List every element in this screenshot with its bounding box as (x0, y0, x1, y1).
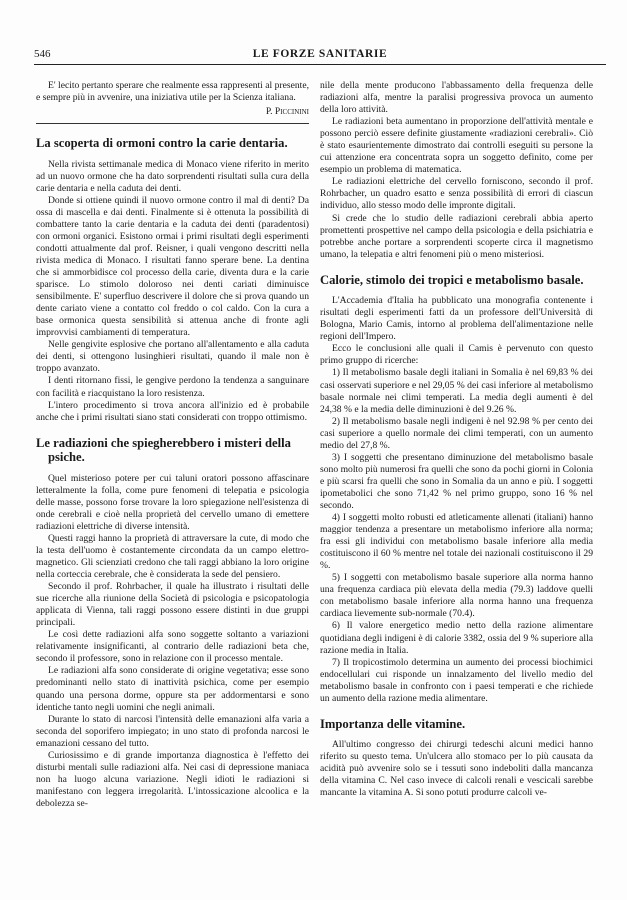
conclusion-item: 5) I soggetti con metabolismo basale superiore alla norma hanno una frequenza cardiaca più elevata della media (79.3) laddove quelli con metabolismo basale inferiore alla norma hanno una frequenza cardiaca lievemente sub-normale (70.4). (320, 572, 593, 620)
conclusion-item: 3) I soggetti che presentano diminuzione del metabolismo basale sono molto più numerosi fra quelli che sono da pochi giorni in Colonia e più scarsi fra quelli che sono in Somalia da un anno e più. I soggetti ipometabolici che sono 71,42 % nel primo gruppo, sono 16 % nel secondo. (320, 451, 593, 511)
section-title-ormoni: La scoperta di ormoni contro la carie dentaria. (36, 136, 288, 151)
conclusion-item: 4) I soggetti molto robusti ed atleticamente allenati (italiani) hanno maggior tendenza a presentare un metabolismo inferiore alla norma; fra essi gli individui con metabolismo basale inferiore alla media costituiscono il 60 % mentre nel totale dei nazionali costituiscono il 29 %. (320, 512, 593, 572)
conclusion-item: 2) Il metabolismo basale negli indigeni è nel 92.98 % per cento dei casi superiore a quello normale dei climi temperati, con un aumento medio del 27,8 %. (320, 415, 593, 451)
intro-paragraph: E' lecito pertanto sperare che realmente essa rappresenti al presente, e sempre più in avvenire, una iniziativa utile per la Scienza italiana. (36, 80, 309, 104)
paragraph: L'intero procedimento si trova ancora all'inizio ed è probabile anche che i primi risultati siano stati considerati con troppo ottimismo. (36, 399, 309, 423)
paragraph: Nelle gengivite esplosive che portano all'allentamento e alla caduta dei denti, si ottengono lusinghieri risultati, quando il male non è troppo avanzato. (36, 339, 309, 375)
right-column (320, 80, 593, 800)
section-title-calorie: Calorie, stimolo dei tropici e metabolismo basale. (320, 272, 584, 287)
paragraph: Donde si ottiene quindi il nuovo ormone contro il mal di denti? Da ossa di mascella e dai denti. Finalmente si è ottenuta la possibilità di combattere tanto la carie dentaria e la caduta dei denti (paradentosi) con ormoni organici. Esistono ormai i primi risultati degli esperimenti condotti attualmente dal prof. Reisner, i quali vengono descritti nella rivista medica di Monaco. I risultati fanno sperare bene. La dentina che si ammorbidisce col processo della carie, diventa dura e la carie sparisce. Lo stimolo doloroso nei denti cariati diminuisce sensibilmente. E' superfluo descrivere il dolore che si prova quando un dente cariato viene a contatto col freddo o col caldo. Con la cura a base ormonica questa sensibilità si attenua anche di fronte agli improvvisi cambiamenti di temperatura. (36, 194, 309, 339)
paragraph: Nella rivista settimanale medica di Monaco viene riferito in merito ad un nuovo ormone che ha dato sorprendenti risultati sulla cura della carie dentaria e nella caduta dei denti. (36, 158, 309, 194)
paragraph: Quel misterioso potere per cui taluni oratori possono affascinare letteralmente la folla, come pure fenomeni di telepatia e psicologia delle masse, possono forse trovare la loro spiegazione nell'esistenza di onde cerebrali e cioè nella proprietà del cervello umano di emettere radiazioni elettriche di diverse intensità. (36, 472, 309, 532)
running-header (34, 48, 606, 65)
paragraph: Le radiazioni alfa sono considerate di origine vegetativa; esse sono predominanti nello stato di inattività psichica, come per esempio quando una persona dorme, oppure sta per addormentarsi e sono identiche tanto negli uomini che negli animali. (36, 665, 309, 713)
author-signature: P. Piccinini (265, 106, 309, 118)
paragraph: Le così dette radiazioni alfa sono soggette soltanto a variazioni relativamente insignificanti, al contrario delle radiazioni beta che, secondo il professore, sono in relazione con il processo mentale. (36, 629, 309, 665)
conclusion-item: 7) Il tropicostimolo determina un aumento dei processi biochimici endocellulari cui risponde un innalzamento del livello medio del metabolismo basale in confronto con i paesi temperati e che richiede un aumento della razione media alimentare. (320, 656, 593, 704)
continued-paragraph: nile della mente producono l'abbassamento della frequenza delle radiazioni alfa, mentre la paralisi progressiva provoca un aumento della loro attività. (320, 80, 593, 116)
section-divider (36, 123, 309, 124)
paragraph: Si crede che lo studio delle radiazioni cerebrali abbia aperto promettenti prospettive nel campo della psicologia e della psichiatria e potrebbe anche portare a sorprendenti scoperte circa il magnetismo umano, la telepatia e altri fenomeni più o meno misteriosi. (320, 212, 593, 260)
section-title-vitamine: Importanza delle vitamine. (320, 716, 466, 731)
page-number: 546 (34, 48, 51, 60)
paragraph: L'Accademia d'Italia ha pubblicato una monografia contenente i risultati degli esperimenti fatti da un professore dell'Università di Bologna, Mario Camis, intorno al problema dell'alimentazione nelle regioni dell'Impero. (320, 295, 593, 343)
paragraph: All'ultimo congresso dei chirurgi tedeschi alcuni medici hanno riferito su questo tema. Un'ulcera allo stomaco per lo più causata da acidità può avvenire solo se i tessuti sono indeboliti dalla mancanza della vitamina C. Nel caso invece di calcoli renali e vescicali sarebbe mancante la vitamina A. Si sono potuti produrre calcoli ve- (320, 739, 593, 799)
paragraph: Ecco le conclusioni alle quali il Camis è pervenuto con questo primo gruppo di ricerche: (320, 343, 593, 367)
paragraph: Durante lo stato di narcosi l'intensità delle emanazioni alfa varia a seconda del soporifero impiegato; in uno stato di profonda narcosi le emanazioni cessano del tutto. (36, 713, 309, 749)
paragraph: Questi raggi hanno la proprietà di attraversare la cute, di modo che la testa dell'uomo è costantemente circondata da un campo elettro-magnetico. Gli scienziati credono che tali raggi abbiano la loro origine nella corteccia cerebrale, che è considerata la sede del pensiero. (36, 532, 309, 581)
section-title-radiazioni: Le radiazioni che spiegherebbero i misteri della psiche. (36, 435, 291, 465)
left-column (36, 80, 309, 810)
conclusion-item: 1) Il metabolismo basale degli italiani in Somalia è nel 69,83 % dei casi osservati superiore e nel 29,05 % dei casi inferiore al metabolismo basale normale nei climi temperati. La media degli aumenti è del 24,38 % e la media delle diminuzioni è del 9.26 %. (320, 367, 593, 415)
conclusion-item: 6) Il valore energetico medio netto della razione alimentare quotidiana degli indigeni è di calorie 3382, ossia del 9 % superiore alla razione media in Italia. (320, 620, 593, 656)
running-title: LE FORZE SANITARIE (252, 48, 388, 60)
paragraph: Le radiazioni elettriche del cervello forniscono, secondo il prof. Rohrbacher, un quadro esatto e senza possibilità di errori di ciascun individuo, allo stesso modo delle impronte digitali. (320, 176, 593, 212)
paragraph: I denti ritornano fissi, le gengive perdono la tendenza a sanguinare con facilità e riacquistano la loro resistenza. (36, 375, 309, 399)
paragraph: Le radiazioni beta aumentano in proporzione dell'attività mentale e possono perciò essere definite giustamente «radiazioni cerebrali». Ciò è stato esaurientemente dimostrato dai controlli eseguiti su persone la cui attenzione era concentrata sopra un soggetto definito, come per esempio un problema di matematica. (320, 116, 593, 176)
paragraph: Curiosissimo e di grande importanza diagnostica è l'effetto dei disturbi mentali sulle radiazioni alfa. Nei casi di depressione maniaca non ha luogo alcuna variazione. Negli idioti le radiazioni si manifestano con leggera irregolarità. L'intossicazione alcoolica e la debolezza se- (36, 749, 309, 809)
paragraph: Secondo il prof. Rohrbacher, il quale ha illustrato i risultati delle sue ricerche alla riunione della Società di psicologia e psicopatologia applicata di Vienna, tali raggi possono essere distinti in due gruppi principali. (36, 581, 309, 629)
